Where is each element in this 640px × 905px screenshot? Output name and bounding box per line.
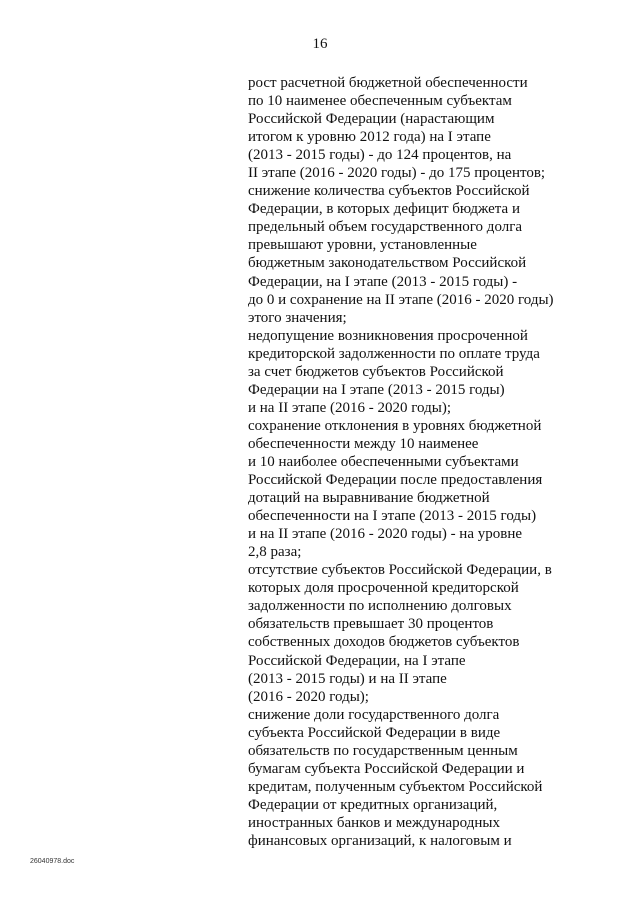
text-line: задолженности по исполнению долговых <box>248 598 512 615</box>
text-line: превышают уровни, установленные <box>248 237 477 254</box>
text-line: 2,8 раза; <box>248 544 302 561</box>
text-line: снижение количества субъектов Российской <box>248 183 530 200</box>
text-line: недопущение возникновения просроченной <box>248 327 528 344</box>
text-line: бумагам субъекта Российской Федерации и <box>248 760 525 777</box>
text-line: итогом к уровню 2012 года) на I этапе <box>248 129 491 146</box>
text-line: и на II этапе (2016 - 2020 годы) - на уровне <box>248 526 523 543</box>
text-line: сохранение отклонения в уровнях бюджетной <box>248 417 542 434</box>
text-line: и на II этапе (2016 - 2020 годы); <box>248 399 451 416</box>
text-line: бюджетным законодательством Российской <box>248 255 527 272</box>
text-line: обязательств превышает 30 процентов <box>248 616 494 633</box>
text-line: до 0 и сохранение на II этапе (2016 - 2020 годы) <box>248 291 554 308</box>
text-line: (2013 - 2015 годы) - до 124 процентов, на <box>248 147 512 164</box>
page-number: 16 <box>312 36 328 52</box>
text-line: за счет бюджетов субъектов Российской <box>248 363 504 380</box>
text-line: Федерации от кредитных организаций, <box>248 796 498 813</box>
text-line: II этапе (2016 - 2020 годы) - до 175 процентов; <box>248 165 546 182</box>
text-line: Российской Федерации, на I этапе <box>248 652 466 669</box>
text-line: собственных доходов бюджетов субъектов <box>248 634 520 651</box>
text-line: дотаций на выравнивание бюджетной <box>248 490 490 507</box>
text-line: Федерации, на I этапе (2013 - 2015 годы) - <box>248 273 518 290</box>
footer-filename: 26040978.doc <box>30 858 75 865</box>
text-line: по 10 наименее обеспеченным субъектам <box>248 93 512 110</box>
text-line: Российской Федерации (нарастающим <box>248 111 495 128</box>
text-line: этого значения; <box>248 309 347 326</box>
text-line: Федерации, в которых дефицит бюджета и <box>248 201 520 218</box>
text-line: кредиторской задолженности по оплате труда <box>248 345 540 362</box>
text-line: обеспеченности между 10 наименее <box>248 435 479 452</box>
text-line: Федерации на I этапе (2013 - 2015 годы) <box>248 381 505 398</box>
text-line: отсутствие субъектов Российской Федерации, в <box>248 562 552 579</box>
text-line: обязательств по государственным ценным <box>248 742 518 759</box>
text-line: Российской Федерации после предоставления <box>248 472 543 489</box>
text-line: субъекта Российской Федерации в виде <box>248 724 501 741</box>
text-line: иностранных банков и международных <box>248 814 500 831</box>
text-line: (2013 - 2015 годы) и на II этапе <box>248 670 447 687</box>
text-line: финансовых организаций, к налоговым и <box>248 832 512 849</box>
text-line: и 10 наиболее обеспеченными субъектами <box>248 453 519 470</box>
text-line: обеспеченности на I этапе (2013 - 2015 годы) <box>248 508 537 525</box>
text-line: рост расчетной бюджетной обеспеченности <box>248 75 528 91</box>
text-line: (2016 - 2020 годы); <box>248 688 369 705</box>
text-line: кредитам, полученным субъектом Российской <box>248 778 543 795</box>
text-line: предельный объем государственного долга <box>248 219 523 236</box>
text-line: снижение доли государственного долга <box>248 706 500 723</box>
text-line: которых доля просроченной кредиторской <box>248 580 519 597</box>
document-body <box>248 74 578 850</box>
